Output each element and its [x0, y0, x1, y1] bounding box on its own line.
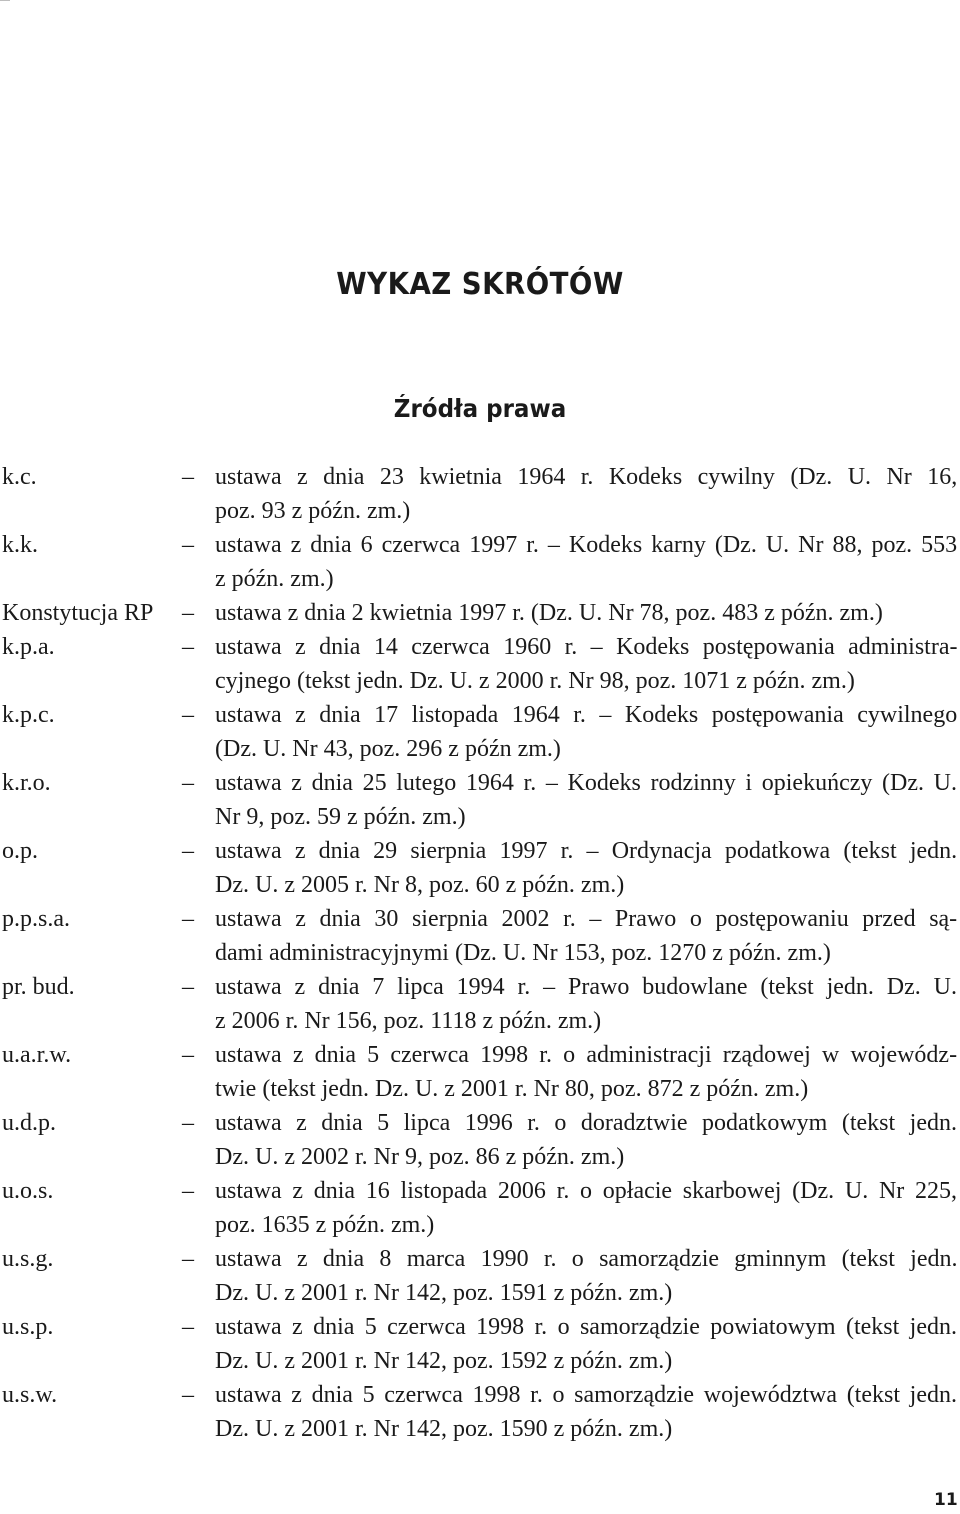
- abbreviation-definition: [215, 1174, 957, 1242]
- definition-line: ustawa z dnia 14 czerwca 1960 r. – Kodeks postępowania administra-: [215, 634, 958, 660]
- abbreviation-entry: [0, 1310, 960, 1378]
- entry-dash: –: [182, 838, 194, 864]
- abbreviation-list: [0, 460, 960, 1446]
- definition-line: cyjnego (tekst jedn. Dz. U. z 2000 r. Nr 98, poz. 1071 z późn. zm.): [215, 668, 855, 694]
- abbreviation-entry: [0, 834, 960, 902]
- definition-line: ustawa z dnia 25 lutego 1964 r. – Kodeks rodzinny i opiekuńczy (Dz. U.: [215, 770, 957, 796]
- definition-line: ustawa z dnia 29 sierpnia 1997 r. – Ordynacja podatkowa (tekst jedn.: [215, 838, 958, 864]
- abbreviation-term: u.a.r.w.: [2, 1042, 72, 1068]
- definition-line: dami administracyjnymi (Dz. U. Nr 153, poz. 1270 z późn. zm.): [215, 940, 831, 966]
- abbreviation-definition: [215, 630, 957, 698]
- entry-dash: –: [182, 1042, 194, 1068]
- abbreviation-definition: [215, 528, 957, 596]
- definition-line: ustawa z dnia 30 sierpnia 2002 r. – Prawo o postępowaniu przed są-: [215, 906, 958, 932]
- abbreviation-entry: [0, 596, 960, 630]
- definition-line: ustawa z dnia 5 lipca 1996 r. o doradztwie podatkowym (tekst jedn.: [215, 1110, 957, 1136]
- entry-dash: –: [182, 1382, 194, 1408]
- definition-line: ustawa z dnia 8 marca 1990 r. o samorządzie gminnym (tekst jedn.: [215, 1246, 958, 1272]
- entry-dash: –: [182, 634, 194, 660]
- definition-line: Nr 9, poz. 59 z późn. zm.): [215, 804, 466, 830]
- abbreviation-definition: [215, 970, 957, 1038]
- definition-line: ustawa z dnia 16 listopada 2006 r. o opłacie skarbowej (Dz. U. Nr 225,: [215, 1178, 957, 1204]
- abbreviation-term: k.c.: [2, 464, 37, 490]
- entry-dash: –: [182, 464, 194, 490]
- abbreviation-term: o.p.: [2, 838, 38, 864]
- abbreviation-term: u.s.g.: [2, 1246, 54, 1272]
- abbreviation-term: u.s.p.: [2, 1314, 54, 1340]
- abbreviation-term: p.p.s.a.: [2, 906, 70, 932]
- entry-dash: –: [182, 770, 194, 796]
- definition-line: poz. 1635 z późn. zm.): [215, 1212, 435, 1238]
- definition-line: ustawa z dnia 6 czerwca 1997 r. – Kodeks karny (Dz. U. Nr 88, poz. 553: [215, 532, 958, 558]
- abbreviation-entry: [0, 698, 960, 766]
- abbreviation-definition: [215, 1106, 957, 1174]
- definition-line: Dz. U. z 2002 r. Nr 9, poz. 86 z późn. zm.): [215, 1144, 625, 1170]
- abbreviation-term: k.k.: [2, 532, 38, 558]
- definition-line: ustawa z dnia 2 kwietnia 1997 r. (Dz. U. Nr 78, poz. 483 z późn. zm.): [215, 600, 883, 626]
- abbreviation-term: k.p.a.: [2, 634, 55, 660]
- definition-line: z 2006 r. Nr 156, poz. 1118 z późn. zm.): [215, 1008, 602, 1034]
- entry-dash: –: [182, 906, 194, 932]
- abbreviation-definition: [215, 1378, 957, 1446]
- entry-dash: –: [182, 1246, 194, 1272]
- entry-dash: –: [182, 974, 194, 1000]
- entry-dash: –: [182, 702, 194, 728]
- abbreviation-term: k.r.o.: [2, 770, 51, 796]
- abbreviation-definition: [215, 1038, 957, 1106]
- abbreviation-definition: [215, 902, 957, 970]
- abbreviation-entry: [0, 528, 960, 596]
- definition-line: Dz. U. z 2001 r. Nr 142, poz. 1590 z późn. zm.): [215, 1416, 673, 1442]
- abbreviation-definition: [215, 596, 957, 630]
- entry-dash: –: [182, 1110, 194, 1136]
- abbreviation-entry: [0, 766, 960, 834]
- abbreviation-entry: [0, 1106, 960, 1174]
- abbreviation-definition: [215, 1242, 957, 1310]
- abbreviation-entry: [0, 1174, 960, 1242]
- abbreviation-term: pr. bud.: [2, 974, 75, 1000]
- entry-dash: –: [182, 532, 194, 558]
- abbreviation-entry: [0, 630, 960, 698]
- abbreviation-term: u.o.s.: [2, 1178, 54, 1204]
- abbreviation-definition: [215, 834, 957, 902]
- abbreviation-entry: [0, 1378, 960, 1446]
- definition-line: ustawa z dnia 23 kwietnia 1964 r. Kodeks cywilny (Dz. U. Nr 16,: [215, 464, 958, 490]
- definition-line: ustawa z dnia 5 czerwca 1998 r. o samorządzie powiatowym (tekst jedn.: [215, 1314, 957, 1340]
- definition-line: z późn. zm.): [215, 566, 334, 592]
- definition-line: (Dz. U. Nr 43, poz. 296 z późn zm.): [215, 736, 561, 762]
- definition-line: Dz. U. z 2005 r. Nr 8, poz. 60 z późn. zm.): [215, 872, 625, 898]
- abbreviation-term: Konstytucja RP: [2, 600, 154, 626]
- definition-line: Dz. U. z 2001 r. Nr 142, poz. 1591 z późn. zm.): [215, 1280, 673, 1306]
- entry-dash: –: [182, 600, 194, 626]
- abbreviation-entry: [0, 1242, 960, 1310]
- abbreviation-entry: [0, 1038, 960, 1106]
- entry-dash: –: [182, 1178, 194, 1204]
- corner-crop-mark: [0, 0, 10, 5]
- definition-line: ustawa z dnia 5 czerwca 1998 r. o administracji rządowej w wojewódz-: [215, 1042, 958, 1068]
- definition-line: twie (tekst jedn. Dz. U. z 2001 r. Nr 80, poz. 872 z późn. zm.): [215, 1076, 809, 1102]
- definition-line: poz. 93 z późn. zm.): [215, 498, 411, 524]
- definition-line: ustawa z dnia 17 listopada 1964 r. – Kodeks postępowania cywilnego: [215, 702, 958, 728]
- abbreviation-definition: [215, 766, 957, 834]
- abbreviation-term: u.d.p.: [2, 1110, 56, 1136]
- abbreviation-definition: [215, 460, 957, 528]
- abbreviation-definition: [215, 698, 957, 766]
- page-number: 11: [934, 1490, 958, 1510]
- page-title: WYKAZ SKRÓTÓW: [336, 267, 624, 302]
- abbreviation-entry: [0, 902, 960, 970]
- abbreviation-definition: [215, 1310, 957, 1378]
- section-subtitle: Źródła prawa: [393, 394, 567, 423]
- entry-dash: –: [182, 1314, 194, 1340]
- abbreviation-entry: [0, 970, 960, 1038]
- abbreviation-entry: [0, 460, 960, 528]
- abbreviation-term: u.s.w.: [2, 1382, 58, 1408]
- abbreviation-term: k.p.c.: [2, 702, 55, 728]
- definition-line: ustawa z dnia 7 lipca 1994 r. – Prawo budowlane (tekst jedn. Dz. U.: [215, 974, 957, 1000]
- definition-line: ustawa z dnia 5 czerwca 1998 r. o samorządzie województwa (tekst jedn.: [215, 1382, 957, 1408]
- definition-line: Dz. U. z 2001 r. Nr 142, poz. 1592 z późn. zm.): [215, 1348, 673, 1374]
